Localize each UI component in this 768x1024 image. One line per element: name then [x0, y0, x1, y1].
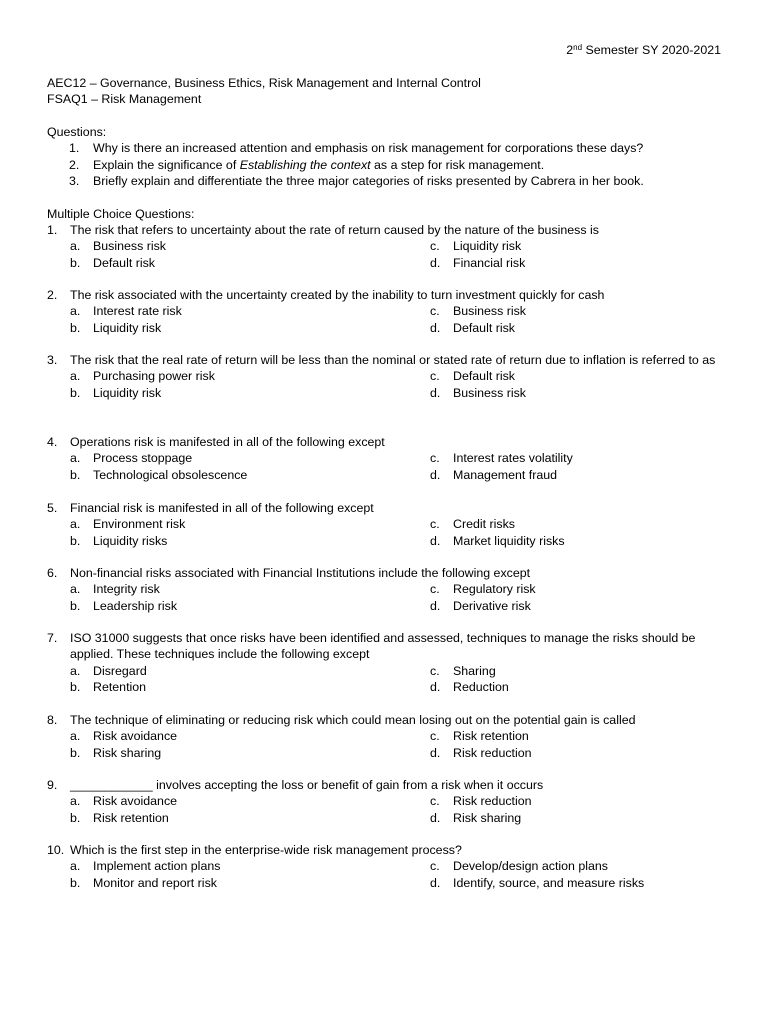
choice-a [70, 793, 177, 809]
mcq-choices [47, 238, 727, 271]
choice-letter: b. [70, 533, 81, 548]
choice-letter: b. [70, 875, 81, 890]
mcq-number: 1. [47, 223, 58, 237]
mcq-number: 3. [47, 353, 58, 367]
choice-letter: d. [430, 875, 441, 890]
choice-a [70, 516, 185, 532]
choice-d [430, 598, 531, 614]
mcq-stem-text: ISO 31000 suggests that once risks have been identified and assessed, techniques to manage the risks should be applied. These techniques include the following except [70, 631, 696, 662]
question-number: 3. [69, 174, 80, 189]
choice-text: Derivative risk [453, 598, 531, 613]
question-text: Explain the significance of Establishing the context as a step for risk management. [93, 157, 545, 172]
document-header [47, 75, 727, 108]
choice-text: Business risk [453, 304, 526, 319]
question-item [47, 173, 737, 189]
choice-a [70, 728, 177, 744]
mcq-item [47, 712, 727, 761]
mcq-stem-text: The risk that the real rate of return will be less than the nominal or stated rate of return due to inflation is referred to as [70, 353, 716, 367]
choice-text: Technological obsolescence [93, 467, 248, 482]
choice-c [430, 663, 496, 679]
choice-text: Leadership risk [93, 598, 178, 613]
mcq-stem-text: The technique of eliminating or reducing risk which could mean losing out on the potential gain is called [70, 713, 636, 727]
mcq-number: 10. [47, 843, 65, 857]
choice-text: Environment risk [93, 517, 186, 532]
mcq-stem [47, 434, 727, 450]
choice-b [70, 467, 247, 483]
mcq-heading: Multiple Choice Questions: [47, 207, 195, 221]
emphasis-text: Establishing the context [239, 157, 371, 172]
choice-b [70, 255, 155, 271]
choice-text: Risk sharing [93, 745, 162, 760]
choice-letter: b. [70, 745, 81, 760]
choice-letter: a. [70, 794, 81, 809]
mcq-number: 5. [47, 501, 58, 515]
mcq-item [47, 565, 727, 614]
choice-letter: b. [70, 810, 81, 825]
mcq-choices [47, 303, 727, 336]
choice-b [70, 679, 146, 695]
choice-letter: b. [70, 255, 81, 270]
choice-letter: c. [430, 794, 440, 809]
mcq-stem [47, 565, 727, 581]
choice-letter: a. [70, 369, 81, 384]
mcq-number: 9. [47, 778, 58, 792]
choice-text: Retention [93, 680, 147, 695]
choice-letter: c. [430, 663, 440, 678]
choice-text: Disregard [93, 663, 147, 678]
choice-c [430, 516, 515, 532]
mcq-number: 8. [47, 713, 58, 727]
mcq-item [47, 287, 727, 336]
choice-letter: c. [430, 239, 440, 254]
choice-letter: d. [430, 745, 441, 760]
choice-c [430, 450, 573, 466]
choice-letter: d. [430, 320, 441, 335]
choice-text: Risk avoidance [93, 794, 178, 809]
choice-letter: d. [430, 680, 441, 695]
mcq-stem-text: The risk that refers to uncertainty about the rate of return caused by the nature of the business is [70, 223, 599, 237]
questions-section [47, 124, 737, 190]
choice-letter: d. [430, 385, 441, 400]
choice-a [70, 581, 160, 597]
choice-text: Default risk [453, 369, 515, 384]
choice-text: Liquidity risk [453, 239, 522, 254]
choice-letter: b. [70, 385, 81, 400]
mcq-choices [47, 728, 727, 761]
choice-text: Purchasing power risk [93, 369, 215, 384]
choice-letter: c. [430, 517, 440, 532]
choice-letter: a. [70, 859, 81, 874]
choice-text: Risk retention [93, 810, 169, 825]
choice-d [430, 745, 532, 761]
choice-text: Market liquidity risks [453, 533, 565, 548]
choice-a [70, 450, 192, 466]
choice-d [430, 385, 526, 401]
question-number: 2. [69, 157, 80, 172]
choice-a [70, 858, 220, 874]
choice-text: Risk avoidance [93, 729, 178, 744]
choice-text: Regulatory risk [453, 582, 536, 597]
mcq-item [47, 630, 727, 696]
choice-text: Risk reduction [453, 745, 532, 760]
choice-b [70, 598, 177, 614]
choice-letter: b. [70, 320, 81, 335]
mcq-stem-text: Which is the first step in the enterprise-wide risk management process? [70, 843, 462, 857]
mcq-stem [47, 712, 727, 728]
choice-text: Process stoppage [93, 451, 193, 466]
choice-letter: a. [70, 517, 81, 532]
choice-letter: c. [430, 729, 440, 744]
choice-letter: d. [430, 467, 441, 482]
activity-title: FSAQ1 – Risk Management [47, 92, 202, 107]
choice-letter: b. [70, 680, 81, 695]
mcq-stem [47, 630, 727, 663]
choice-c [430, 793, 532, 809]
choice-c [430, 238, 521, 254]
mcq-choices [47, 516, 727, 549]
choice-text: Financial risk [453, 255, 526, 270]
choice-b [70, 810, 169, 826]
course-title: AEC12 – Governance, Business Ethics, Risk Management and Internal Control [47, 76, 481, 90]
semester-label: 2nd Semester SY 2020-2021 [566, 43, 721, 57]
choice-text: Integrity risk [93, 582, 160, 597]
choice-text: Business risk [93, 239, 166, 254]
choice-d [430, 320, 515, 336]
choice-c [430, 368, 515, 384]
mcq-number: 4. [47, 435, 58, 449]
choice-text: Credit risks [453, 517, 515, 532]
mcq-stem [47, 842, 727, 858]
choice-text: Interest rates volatility [453, 451, 573, 466]
choice-letter: b. [70, 598, 81, 613]
mcq-choices [47, 858, 727, 891]
choice-text: Default risk [93, 255, 155, 270]
mcq-number: 7. [47, 631, 58, 645]
choice-letter: b. [70, 467, 81, 482]
mcq-number: 6. [47, 566, 58, 580]
choice-b [70, 745, 161, 761]
choice-text: Implement action plans [93, 859, 221, 874]
mcq-item [47, 434, 727, 483]
mcq-stem [47, 222, 727, 238]
choice-text: Business risk [453, 385, 526, 400]
mcq-stem [47, 500, 727, 516]
mcq-stem [47, 777, 727, 793]
choice-text: Management fraud [453, 467, 558, 482]
choice-letter: c. [430, 304, 440, 319]
choice-b [70, 533, 167, 549]
question-text: Briefly explain and differentiate the three major categories of risks presented by Cabrera in her book. [93, 174, 644, 189]
choice-c [430, 581, 536, 597]
question-number: 1. [69, 141, 80, 156]
choice-c [430, 303, 526, 319]
choice-text: Default risk [453, 320, 515, 335]
mcq-choices [47, 663, 727, 696]
choice-text: Monitor and report risk [93, 875, 217, 890]
choice-letter: d. [430, 255, 441, 270]
choice-d [430, 679, 509, 695]
mcq-stem-text: The risk associated with the uncertainty created by the inability to turn investment quickly for cash [70, 288, 605, 302]
choice-text: Risk reduction [453, 794, 532, 809]
choice-text: Liquidity risks [93, 533, 168, 548]
choice-letter: c. [430, 582, 440, 597]
mcq-item [47, 500, 727, 549]
mcq-item [47, 222, 727, 271]
choice-letter: c. [430, 859, 440, 874]
choice-letter: a. [70, 304, 81, 319]
choice-a [70, 238, 166, 254]
choice-text: Develop/design action plans [453, 859, 608, 874]
mcq-choices [47, 581, 727, 614]
questions-heading: Questions: [47, 125, 107, 139]
choice-letter: d. [430, 810, 441, 825]
choice-a [70, 303, 182, 319]
choice-b [70, 385, 161, 401]
choice-d [430, 810, 521, 826]
choice-a [70, 368, 215, 384]
question-text: Why is there an increased attention and emphasis on risk management for corporations these days? [93, 141, 644, 156]
choice-text: Identify, source, and measure risks [453, 875, 645, 890]
choice-letter: c. [430, 451, 440, 466]
choice-text: Liquidity risk [93, 385, 162, 400]
mcq-stem-text: Non-financial risks associated with Financial Institutions include the following except [70, 566, 531, 580]
mcq-stem [47, 352, 727, 368]
mcq-stem-text: Financial risk is manifested in all of the following except [70, 501, 374, 515]
choice-letter: a. [70, 729, 81, 744]
choice-d [430, 255, 525, 271]
choice-letter: a. [70, 663, 81, 678]
choice-d [430, 467, 557, 483]
mcq-number: 2. [47, 288, 58, 302]
choice-b [70, 320, 161, 336]
choice-text: Interest rate risk [93, 304, 182, 319]
choice-a [70, 663, 147, 679]
mcq-stem [47, 287, 727, 303]
choice-letter: c. [430, 369, 440, 384]
choice-c [430, 728, 529, 744]
choice-letter: a. [70, 239, 81, 254]
choice-b [70, 875, 217, 891]
mcq-stem-text: ____________ involves accepting the loss or benefit of gain from a risk when it occurs [70, 778, 544, 792]
choice-text: Risk retention [453, 729, 529, 744]
mcq-choices [47, 793, 727, 826]
question-item [47, 157, 737, 173]
question-item [47, 140, 737, 156]
choice-d [430, 533, 565, 549]
mcq-choices [47, 368, 727, 401]
choice-text: Sharing [453, 663, 496, 678]
questions-list [47, 140, 737, 189]
choice-letter: a. [70, 451, 81, 466]
choice-text: Reduction [453, 680, 509, 695]
mcq-item [47, 352, 727, 401]
choice-c [430, 858, 608, 874]
mcq-stem-text: Operations risk is manifested in all of the following except [70, 435, 385, 449]
mcq-item [47, 777, 727, 826]
mcq-choices [47, 450, 727, 483]
choice-d [430, 875, 644, 891]
choice-text: Liquidity risk [93, 320, 162, 335]
choice-letter: a. [70, 582, 81, 597]
choice-letter: d. [430, 533, 441, 548]
mcq-item [47, 842, 727, 891]
choice-text: Risk sharing [453, 810, 522, 825]
choice-letter: d. [430, 598, 441, 613]
